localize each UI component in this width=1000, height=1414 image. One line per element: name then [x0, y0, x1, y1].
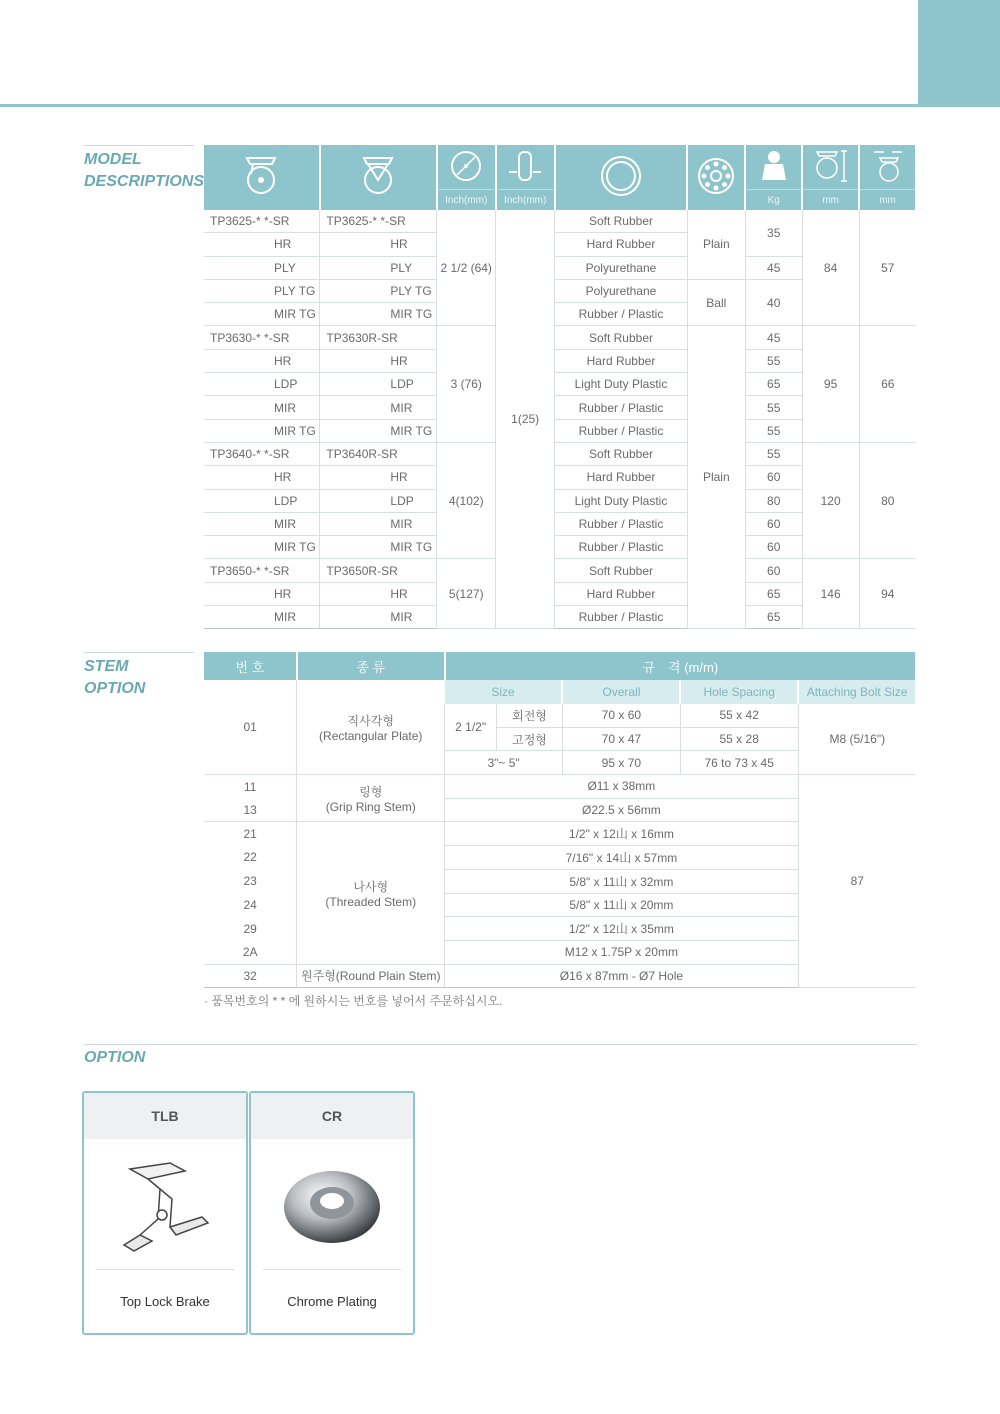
wheel-size: 5(127) [437, 559, 496, 629]
rigid-model: LDP [320, 489, 437, 512]
wheel-material: Rubber / Plastic [555, 606, 688, 629]
table-row [204, 210, 916, 233]
table-row [204, 559, 916, 582]
option-code: TLB [84, 1093, 246, 1139]
rigid-model: MIR TG [320, 419, 437, 442]
load-kg: 60 [745, 512, 802, 535]
wheel-material: Rubber / Plastic [555, 396, 688, 419]
stem-spec: 1/2" x 12山 x 16mm [445, 822, 798, 846]
model-descriptions-table [204, 145, 917, 629]
stem-spec: 5/8" x 11山 x 32mm [445, 869, 798, 893]
swivel-model: LDP [204, 489, 320, 512]
rigid-model: MIR [320, 606, 437, 629]
rigid-model: LDP [320, 373, 437, 396]
rigid-model: HR [320, 349, 437, 372]
wheel-material: Hard Rubber [555, 582, 688, 605]
rigid-model: MIR [320, 396, 437, 419]
model-section-title [84, 149, 205, 193]
load-kg: 55 [745, 349, 802, 372]
rigid-caster-icon [320, 145, 437, 210]
wheel-diameter-icon [437, 145, 496, 190]
rigid-model: HR [320, 233, 437, 256]
swivel-caster-icon [204, 145, 320, 210]
plate-overall: 95 x 70 [562, 751, 680, 775]
wheel-material: Hard Rubber [555, 466, 688, 489]
stem-type [297, 822, 445, 964]
rigid-model: MIR [320, 512, 437, 535]
stem-type: 원주형(Round Plain Stem) [297, 964, 445, 988]
table-row [204, 326, 916, 349]
swivel-radius-icon [859, 145, 916, 190]
load-kg: 35 [745, 210, 802, 256]
load-kg: 40 [745, 279, 802, 326]
rigid-model: HR [320, 582, 437, 605]
stem-spec: M12 x 1.75P x 20mm [445, 940, 798, 964]
wheel-material: Hard Rubber [555, 349, 688, 372]
wheel-material: Rubber / Plastic [555, 419, 688, 442]
wheel-material: Soft Rubber [555, 442, 688, 465]
plate-overall: 70 x 60 [562, 704, 680, 727]
load-kg: 65 [745, 373, 802, 396]
load-kg: 60 [745, 559, 802, 582]
subheader-bolt-size: Attaching Bolt Size [798, 680, 916, 704]
unit-mm: mm [859, 190, 916, 211]
unit-kg: Kg [745, 190, 802, 211]
tread-width-icon [496, 145, 555, 190]
plate-swivel: 회전형 [497, 704, 563, 727]
wheel-material-icon [555, 145, 688, 210]
wheel-material: Light Duty Plastic [555, 373, 688, 396]
load-kg: 55 [745, 396, 802, 419]
swivel-model: MIR TG [204, 303, 320, 326]
swivel-model: HR [204, 349, 320, 372]
subheader-size: Size [445, 680, 563, 704]
table-row [204, 442, 916, 465]
stem-title-line1: STEM [84, 658, 129, 675]
load-kg: 60 [745, 466, 802, 489]
model-title-line2: DESCRIPTIONS [84, 173, 205, 190]
unit-inch-mm: Inch(mm) [437, 190, 496, 211]
unit-inch-mm: Inch(mm) [496, 190, 555, 211]
option-card-tlb [82, 1091, 248, 1335]
load-kg: 55 [745, 419, 802, 442]
plate-hole-spacing: 76 to 73 x 45 [680, 751, 798, 775]
wheel-material: Hard Rubber [555, 233, 688, 256]
rigid-model: TP3630R-SR [320, 326, 437, 349]
stem-number: 24 [243, 897, 257, 912]
swivel-model: TP3650-* *-SR [204, 559, 320, 582]
wheel-material: Rubber / Plastic [555, 512, 688, 535]
swivel-radius: 57 [859, 210, 916, 326]
option-caption: Chrome Plating [287, 1294, 377, 1309]
swivel-model: TP3640-* *-SR [204, 442, 320, 465]
model-title-line1: MODEL [84, 151, 142, 168]
wheel-material: Polyurethane [555, 279, 688, 302]
wheel-material: Rubber / Plastic [555, 303, 688, 326]
option-card-cr [249, 1091, 415, 1335]
stem-type [297, 775, 445, 822]
stem-type-en: (Threaded Stem) [325, 894, 417, 909]
unit-mm: mm [802, 190, 859, 211]
model-section-rule [84, 145, 194, 146]
wheel-size: 4(102) [437, 442, 496, 558]
rigid-model: TP3640R-SR [320, 442, 437, 465]
load-kg: 55 [745, 442, 802, 465]
stem-type-ko: 링형 [359, 784, 383, 799]
header-type: 종 류 [297, 652, 445, 680]
swivel-model: MIR TG [204, 419, 320, 442]
stem-number: 23 [243, 874, 257, 889]
rigid-model: TP3625-* *-SR [320, 210, 437, 233]
load-kg: 80 [745, 489, 802, 512]
rigid-model: PLY [320, 256, 437, 279]
overall-height: 84 [802, 210, 859, 326]
stem-type-en: (Rectangular Plate) [319, 728, 423, 743]
swivel-model: MIR [204, 512, 320, 535]
stem-title-line2: OPTION [84, 680, 146, 697]
stem-spec: 7/16" x 14山 x 57mm [445, 846, 798, 870]
header-spec: 규 격 (m/m) [445, 652, 916, 680]
option-code: CR [251, 1093, 413, 1139]
load-kg: 65 [745, 582, 802, 605]
wheel-material: Polyurethane [555, 256, 688, 279]
card-divider [263, 1269, 401, 1270]
rigid-model: PLY TG [320, 279, 437, 302]
stem-number: 01 [204, 680, 297, 775]
overall-height: 95 [802, 326, 859, 442]
swivel-model: MIR [204, 396, 320, 419]
plate-hole-spacing: 55 x 42 [680, 704, 798, 727]
top-lock-brake-image [84, 1139, 246, 1269]
stem-option-table [204, 652, 917, 988]
bearing-type: Plain [687, 326, 745, 629]
load-kg: 60 [745, 536, 802, 559]
bearing-icon [687, 145, 745, 210]
stem-number: 13 [204, 798, 297, 822]
plate-bolt-size: M8 (5/16") [798, 704, 916, 775]
swivel-model: MIR [204, 606, 320, 629]
stem-spec: Ø22.5 x 56mm [445, 798, 798, 822]
swivel-model: TP3625-* *-SR [204, 210, 320, 233]
stem-number: 32 [204, 964, 297, 988]
stem-number: 22 [243, 850, 257, 865]
stem-spec: Ø16 x 87mm - Ø7 Hole [445, 964, 798, 988]
swivel-radius: 80 [859, 442, 916, 558]
swivel-model: TP3630-* *-SR [204, 326, 320, 349]
load-kg: 65 [745, 606, 802, 629]
stem-spec: 5/8" x 11山 x 20mm [445, 893, 798, 917]
overall-height-icon [802, 145, 859, 190]
wheel-size: 3 (76) [437, 326, 496, 442]
wheel-material: Light Duty Plastic [555, 489, 688, 512]
header-rule [0, 104, 918, 107]
tread-width: 1(25) [496, 210, 555, 629]
plate-overall: 70 x 47 [562, 727, 680, 751]
wheel-material: Rubber / Plastic [555, 536, 688, 559]
swivel-radius: 94 [859, 559, 916, 629]
subheader-hole-spacing: Hole Spacing [680, 680, 798, 704]
wheel-material: Soft Rubber [555, 210, 688, 233]
load-capacity-icon [745, 145, 802, 190]
stem-bolt-size: 87 [798, 775, 916, 988]
stem-type-en: (Grip Ring Stem) [325, 799, 416, 814]
stem-type-ko: 나사형 [353, 879, 389, 894]
swivel-model: HR [204, 233, 320, 256]
option-caption: Top Lock Brake [120, 1294, 210, 1309]
swivel-model: HR [204, 466, 320, 489]
swivel-model: LDP [204, 373, 320, 396]
plate-size: 2 1/2" [445, 704, 497, 751]
stem-type [297, 680, 445, 775]
swivel-model: PLY TG [204, 279, 320, 302]
order-note: · 품목번호의 * * 에 원하시는 번호를 넣어서 주문하십시오. [204, 994, 503, 1008]
subheader-overall: Overall [562, 680, 680, 704]
stem-spec: 1/2" x 12山 x 35mm [445, 917, 798, 941]
header-number: 번 호 [204, 652, 297, 680]
card-divider [96, 1269, 234, 1270]
swivel-radius: 66 [859, 326, 916, 442]
swivel-model: PLY [204, 256, 320, 279]
option-section-rule [84, 1044, 917, 1045]
wheel-size: 2 1/2 (64) [437, 210, 496, 326]
option-section-title: OPTION [84, 1049, 146, 1066]
bearing-type: Plain [687, 210, 745, 279]
load-kg: 45 [745, 326, 802, 349]
overall-height: 146 [802, 559, 859, 629]
wheel-material: Soft Rubber [555, 559, 688, 582]
load-kg: 45 [745, 256, 802, 279]
bearing-type: Ball [687, 279, 745, 326]
chrome-plating-image [251, 1139, 413, 1269]
stem-section-title [84, 656, 194, 700]
stem-number: 21 [243, 827, 257, 842]
swivel-model: HR [204, 582, 320, 605]
table-row [204, 775, 916, 799]
overall-height: 120 [802, 442, 859, 558]
stem-number: 11 [243, 779, 257, 794]
stem-section-rule [84, 652, 194, 653]
rigid-model: HR [320, 466, 437, 489]
swivel-model: MIR TG [204, 536, 320, 559]
stem-number: 29 [243, 921, 257, 936]
rigid-model: MIR TG [320, 303, 437, 326]
plate-hole-spacing: 55 x 28 [680, 727, 798, 751]
plate-size: 3"~ 5" [445, 751, 563, 775]
plate-rigid: 고정형 [497, 727, 563, 751]
stem-number: 2A [204, 940, 297, 964]
rigid-model: TP3650R-SR [320, 559, 437, 582]
stem-spec: Ø11 x 38mm [445, 775, 798, 799]
rigid-model: MIR TG [320, 536, 437, 559]
stem-type-ko: 직사각형 [347, 713, 394, 728]
wheel-material: Soft Rubber [555, 326, 688, 349]
corner-accent-box [918, 0, 1000, 107]
